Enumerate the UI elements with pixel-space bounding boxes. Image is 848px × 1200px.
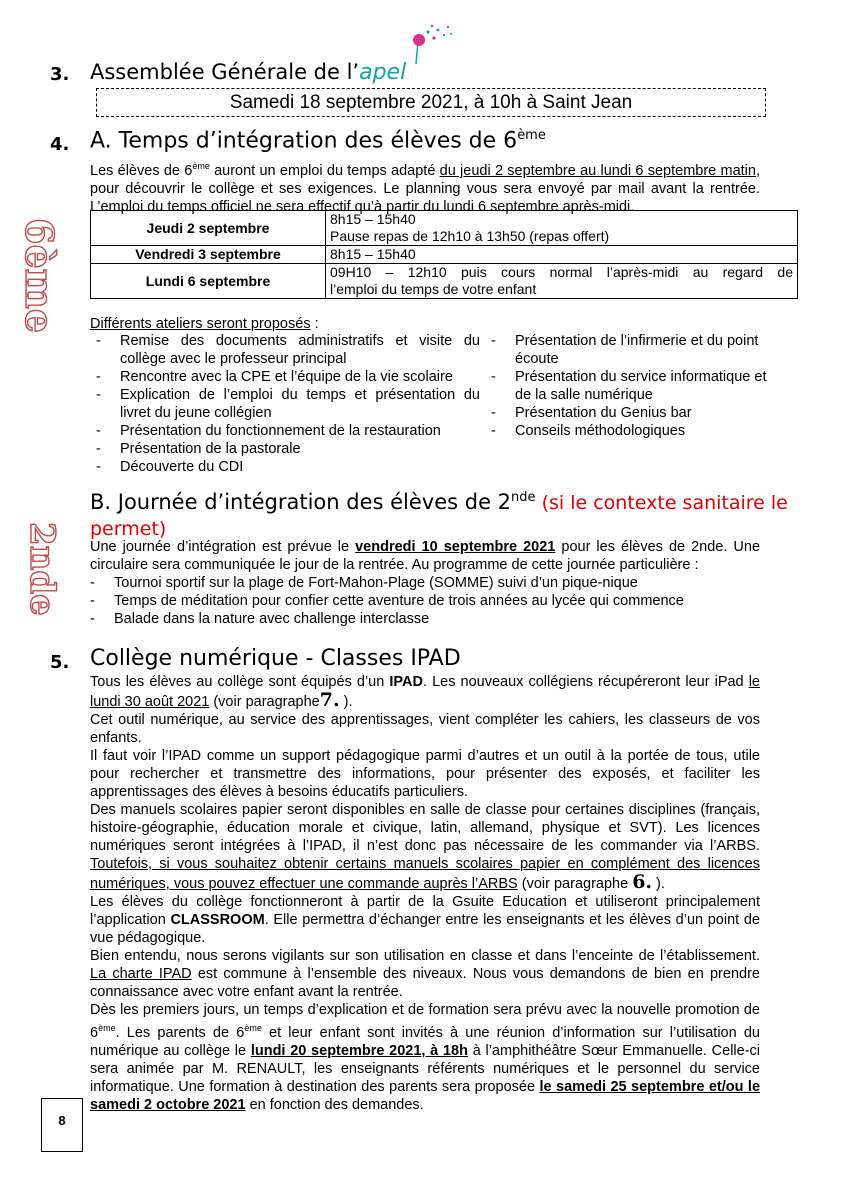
schedule-hours	[326, 211, 798, 246]
sixieme-decoration: 6ème	[17, 218, 62, 334]
table-row	[91, 211, 798, 246]
apel-dandelion-logo	[404, 22, 456, 66]
page-number-box	[41, 1098, 83, 1152]
section-3-title	[90, 60, 406, 85]
b-intro-date: vendredi 10 septembre 2021	[355, 539, 556, 555]
meeting-date: lundi 20 septembre 2021, à 18h	[250, 1042, 468, 1059]
schedule-day: Jeudi 2 septembre	[91, 211, 326, 246]
list-item: - Découverte du CDI	[90, 458, 480, 476]
ipad-bold: IPAD	[389, 674, 423, 690]
intro-sup: ème	[192, 161, 210, 171]
page-number: 8	[58, 1113, 66, 1128]
apel-logo-text: apel	[359, 60, 407, 85]
text: Tous les élèves au collège sont équipés d’un	[90, 674, 390, 690]
sup: ème	[98, 1023, 116, 1033]
text: Bien entendu, nous serons vigilants sur son utilisation en classe et dans l’enceinte de l’établissement.	[90, 948, 760, 964]
numerique-p6	[90, 947, 760, 1001]
text: . Elle permettra d’échanger entre les enseignants et les élèves d’un point de vue pédagogique.	[90, 912, 760, 946]
list-item: - Présentation du service informatique et de la salle numérique	[485, 368, 785, 404]
text: (voir paragraphe	[517, 876, 633, 892]
list-item: - Présentation de la pastorale	[90, 440, 480, 458]
schedule-hours	[326, 264, 798, 299]
text: Des manuels scolaires papier seront disponibles en salle de classe pour certaines disciplines (français, histoire-géographie, éducation morale et civique, latin, allemand, physique et SVT). Les licences numériques seront intégrées à l’IPAD, il n’est donc pas nécessaire de les commander via l’ARBS.	[90, 802, 760, 854]
text: Dès les premiers jours, un temps d’explication et de formation sera prévu avec la nouvelle promotion de 6	[90, 1002, 760, 1041]
list-item: - Tournoi sportif sur la plage de Fort-Mahon-Plage (SOMME) suivi d’un pique-nique	[84, 574, 784, 592]
intro-dates: du jeudi 2 septembre au lundi 6 septembre matin	[439, 162, 756, 179]
sixieme-intro	[90, 157, 760, 216]
section-5-number: 5.	[50, 652, 70, 673]
list-item: - Balade dans la nature avec challenge interclasse	[84, 610, 784, 628]
table-row	[91, 246, 798, 264]
schedule-line: 8h15 – 15h40	[330, 211, 416, 227]
section-4-number: 4.	[50, 134, 70, 155]
paragraph-ref: 6.	[632, 871, 653, 893]
section-4b-title-text: B. Journée d’intégration des élèves de 2	[90, 490, 512, 514]
numerique-p7	[90, 1001, 760, 1114]
list-item: - Conseils méthodologiques	[485, 422, 785, 440]
text: est commune à l’ensemble des niveaux. Nous vous demandons de bien en prendre connaissance avec votre enfant avant la rentrée.	[90, 966, 760, 1000]
numerique-p2: Cet outil numérique, au service des apprentissages, vient compléter les cahiers, les classeurs de vos enfants.	[90, 712, 760, 746]
section-4b-title-condition: (si le contexte sanitaire le permet)	[90, 492, 788, 540]
seconde-decoration: 2nde	[22, 522, 62, 616]
workshops-intro-text: Différents ateliers seront proposés	[90, 316, 311, 332]
table-row	[91, 264, 798, 299]
sup: ème	[244, 1023, 262, 1033]
section-3-number: 3.	[50, 64, 70, 85]
list-item: - Présentation du fonctionnement de la restauration	[90, 422, 480, 440]
section-4b-title	[90, 485, 810, 542]
text: et leur enfant sont invités à une réunion d’information sur l’utilisation du numérique au collège le	[90, 1024, 760, 1059]
section-4a-title-sup: ème	[517, 128, 546, 143]
list-item: - Rencontre avec la CPE et l’équipe de la vie scolaire	[90, 368, 480, 386]
workshops-right-list	[485, 332, 785, 440]
b-intro-text-1: Une journée d’intégration est prévue le	[90, 539, 356, 555]
numerique-p4	[90, 801, 760, 893]
numerique-p1	[90, 673, 760, 711]
text: Les élèves du collège fonctionneront à partir de la Gsuite Education et utiliseront principalement l’application	[90, 894, 760, 928]
text: à l’amphithéâtre Sœur Emmanuelle. Celle-ci sera animée par M. RENAULT, les enseignants référents numériques et le personnel du service informatique. Une formation à destination des parents sera proposée	[90, 1042, 760, 1095]
schedule-day: Vendredi 3 septembre	[91, 246, 326, 264]
section-4a-title	[90, 128, 546, 153]
schedule-day: Lundi 6 septembre	[91, 264, 326, 299]
text: (voir paragraphe	[209, 694, 320, 710]
charter-link-text: La charte IPAD	[90, 966, 192, 982]
schedule-line: Pause repas de 12h10 à 13h50 (repas offert)	[330, 228, 610, 244]
text: . Les parents de 6	[115, 1024, 245, 1041]
paragraph-ref: 7.	[319, 689, 340, 711]
classroom-bold: CLASSROOM	[170, 912, 265, 928]
section-4a-title-text: A. Temps d’intégration des élèves de 6	[90, 128, 518, 154]
text: en fonction des demandes.	[245, 1096, 424, 1113]
workshops-left-list	[90, 332, 480, 476]
list-item: - Temps de méditation pour confier cette aventure de trois années au lycée qui commence	[84, 592, 784, 610]
numerique-p5	[90, 893, 760, 947]
numerique-body	[90, 673, 760, 1114]
sixieme-schedule-table	[90, 210, 798, 299]
text: ).	[339, 694, 353, 710]
agm-date-banner: Samedi 18 septembre 2021, à 10h à Saint Jean	[96, 88, 766, 117]
list-item: - Présentation du Genius bar	[485, 404, 785, 422]
schedule-hours: 8h15 – 15h40	[326, 246, 798, 264]
text: . Les nouveaux collégiens récupéreront leur iPad	[422, 674, 749, 690]
numerique-p3: Il faut voir l’IPAD comme un support pédagogique parmi d’autres et un outil à la portée de tous, utile pour rechercher et transmettre des informations, pour présenter des exposés, et faciliter les apprentissages des élèves à besoins éducatifs particuliers.	[90, 748, 760, 800]
list-item: - Présentation de l’infirmerie et du point écoute	[485, 332, 785, 368]
pickup-date: le lundi 30 août 2021	[90, 674, 760, 710]
workshops-intro	[90, 315, 319, 333]
section-4b-title-sup: nde	[511, 490, 536, 505]
seconde-program-list	[84, 574, 784, 628]
section-5-title: Collège numérique - Classes IPAD	[90, 646, 461, 671]
training-dates: le samedi 25 septembre et/ou le samedi 2 octobre 2021	[90, 1078, 761, 1113]
section-3-title-text: Assemblée Générale de l’	[90, 60, 360, 84]
paper-manuals-note: Toutefois, si vous souhaitez obtenir certains manuels scolaires papier en complément des licences numériques, vous pouvez effectuer une commande auprès l’ARBS	[90, 856, 760, 892]
intro-text-1: Les élèves de 6	[90, 162, 193, 179]
seconde-intro	[90, 538, 760, 574]
b-intro-text-2: pour les élèves de 2nde. Une circulaire sera communiquée le jour de la rentrée. Au programme de cette journée particulière :	[90, 539, 761, 573]
intro-text-3: , pour découvrir le collège et ses exigences. Le planning vous sera envoyé par mail avant la rentrée. L’emploi du temps officiel ne sera effectif qu’à partir du lundi 6 septembre après-midi.	[90, 162, 760, 215]
intro-text-2: auront un emploi du temps adapté	[209, 162, 440, 179]
list-item: - Explication de l’emploi du temps et présentation du livret du jeune collégien	[90, 386, 480, 422]
list-item: - Remise des documents administratifs et visite du collège avec le professeur principal	[90, 332, 480, 368]
schedule-line: 09H10 – 12h10 puis cours normal l’après-midi au regard de	[330, 264, 793, 280]
text: ).	[652, 876, 665, 892]
schedule-line: l’emploi du temps de votre enfant	[330, 281, 537, 297]
workshops-intro-colon: :	[310, 316, 319, 332]
